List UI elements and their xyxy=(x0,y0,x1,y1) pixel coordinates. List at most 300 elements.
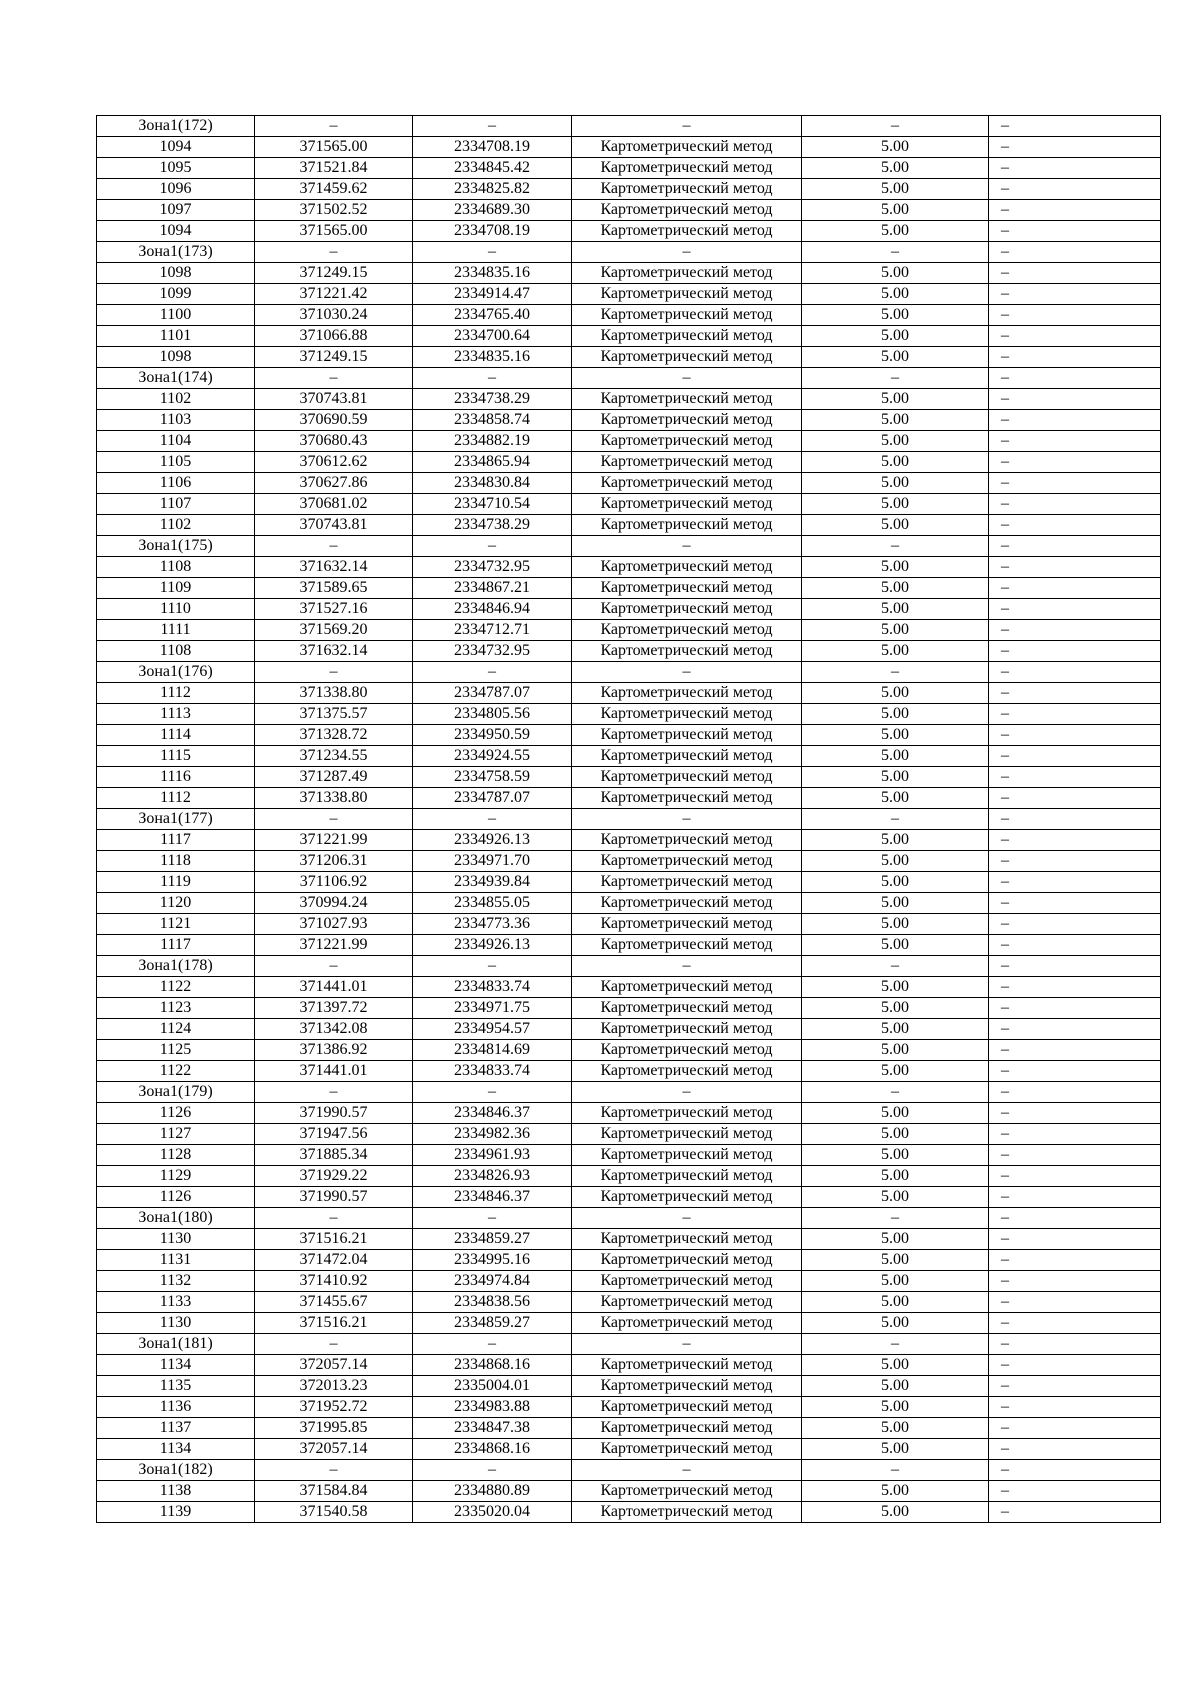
x-coordinate-cell: 370680.43 xyxy=(255,431,413,452)
method-cell: Картометрический метод xyxy=(572,620,802,641)
zone-name-cell: Зона1(181) xyxy=(97,1334,255,1355)
zone-header-row xyxy=(97,1334,1161,1355)
method-cell: Картометрический метод xyxy=(572,1481,802,1502)
point-number-cell: 1098 xyxy=(97,263,255,284)
y-coordinate-cell: 2334845.42 xyxy=(413,158,572,179)
zone-name-cell: Зона1(174) xyxy=(97,368,255,389)
description-cell: – xyxy=(989,347,1161,368)
method-cell: Картометрический метод xyxy=(572,1124,802,1145)
empty-cell: – xyxy=(802,1208,989,1229)
description-cell: – xyxy=(989,1019,1161,1040)
method-cell: Картометрический метод xyxy=(572,179,802,200)
description-cell: – xyxy=(989,851,1161,872)
description-cell: – xyxy=(989,284,1161,305)
table-row xyxy=(97,1166,1161,1187)
precision-cell: 5.00 xyxy=(802,137,989,158)
method-cell: Картометрический метод xyxy=(572,1418,802,1439)
description-cell: – xyxy=(989,1292,1161,1313)
precision-cell: 5.00 xyxy=(802,620,989,641)
empty-cell: – xyxy=(572,1208,802,1229)
precision-cell: 5.00 xyxy=(802,221,989,242)
x-coordinate-cell: 370994.24 xyxy=(255,893,413,914)
y-coordinate-cell: 2334855.05 xyxy=(413,893,572,914)
method-cell: Картометрический метод xyxy=(572,1397,802,1418)
x-coordinate-cell: 371632.14 xyxy=(255,641,413,662)
method-cell: Картометрический метод xyxy=(572,683,802,704)
precision-cell: 5.00 xyxy=(802,557,989,578)
description-cell: – xyxy=(989,1187,1161,1208)
empty-cell: – xyxy=(255,536,413,557)
method-cell: Картометрический метод xyxy=(572,158,802,179)
x-coordinate-cell: 371502.52 xyxy=(255,200,413,221)
description-cell: – xyxy=(989,1040,1161,1061)
y-coordinate-cell: 2334787.07 xyxy=(413,788,572,809)
precision-cell: 5.00 xyxy=(802,746,989,767)
description-cell: – xyxy=(989,473,1161,494)
y-coordinate-cell: 2334914.47 xyxy=(413,284,572,305)
method-cell: Картометрический метод xyxy=(572,599,802,620)
y-coordinate-cell: 2334847.38 xyxy=(413,1418,572,1439)
x-coordinate-cell: 371472.04 xyxy=(255,1250,413,1271)
y-coordinate-cell: 2334882.19 xyxy=(413,431,572,452)
zone-name-cell: Зона1(177) xyxy=(97,809,255,830)
x-coordinate-cell: 371990.57 xyxy=(255,1187,413,1208)
empty-cell: – xyxy=(989,1460,1161,1481)
point-number-cell: 1094 xyxy=(97,221,255,242)
empty-cell: – xyxy=(413,368,572,389)
point-number-cell: 1129 xyxy=(97,1166,255,1187)
method-cell: Картометрический метод xyxy=(572,389,802,410)
method-cell: Картометрический метод xyxy=(572,1376,802,1397)
point-number-cell: 1101 xyxy=(97,326,255,347)
y-coordinate-cell: 2334846.94 xyxy=(413,599,572,620)
zone-header-row xyxy=(97,956,1161,977)
description-cell: – xyxy=(989,893,1161,914)
point-number-cell: 1113 xyxy=(97,704,255,725)
y-coordinate-cell: 2334773.36 xyxy=(413,914,572,935)
y-coordinate-cell: 2334826.93 xyxy=(413,1166,572,1187)
y-coordinate-cell: 2334700.64 xyxy=(413,326,572,347)
point-number-cell: 1137 xyxy=(97,1418,255,1439)
method-cell: Картометрический метод xyxy=(572,410,802,431)
table-row xyxy=(97,1355,1161,1376)
x-coordinate-cell: 370627.86 xyxy=(255,473,413,494)
precision-cell: 5.00 xyxy=(802,872,989,893)
method-cell: Картометрический метод xyxy=(572,1187,802,1208)
table-row xyxy=(97,326,1161,347)
point-number-cell: 1132 xyxy=(97,1271,255,1292)
y-coordinate-cell: 2334865.94 xyxy=(413,452,572,473)
description-cell: – xyxy=(989,1103,1161,1124)
table-row xyxy=(97,158,1161,179)
description-cell: – xyxy=(989,1418,1161,1439)
description-cell: – xyxy=(989,767,1161,788)
table-row xyxy=(97,1313,1161,1334)
point-number-cell: 1118 xyxy=(97,851,255,872)
method-cell: Картометрический метод xyxy=(572,1271,802,1292)
table-row xyxy=(97,893,1161,914)
x-coordinate-cell: 371995.85 xyxy=(255,1418,413,1439)
point-number-cell: 1127 xyxy=(97,1124,255,1145)
precision-cell: 5.00 xyxy=(802,725,989,746)
y-coordinate-cell: 2334974.84 xyxy=(413,1271,572,1292)
empty-cell: – xyxy=(989,809,1161,830)
method-cell: Картометрический метод xyxy=(572,1145,802,1166)
empty-cell: – xyxy=(255,368,413,389)
method-cell: Картометрический метод xyxy=(572,641,802,662)
precision-cell: 5.00 xyxy=(802,179,989,200)
y-coordinate-cell: 2334982.36 xyxy=(413,1124,572,1145)
x-coordinate-cell: 371287.49 xyxy=(255,767,413,788)
point-number-cell: 1125 xyxy=(97,1040,255,1061)
method-cell: Картометрический метод xyxy=(572,326,802,347)
zone-name-cell: Зона1(179) xyxy=(97,1082,255,1103)
point-number-cell: 1135 xyxy=(97,1376,255,1397)
y-coordinate-cell: 2334858.74 xyxy=(413,410,572,431)
x-coordinate-cell: 371565.00 xyxy=(255,221,413,242)
precision-cell: 5.00 xyxy=(802,494,989,515)
point-number-cell: 1109 xyxy=(97,578,255,599)
table-row xyxy=(97,347,1161,368)
precision-cell: 5.00 xyxy=(802,851,989,872)
table-row xyxy=(97,557,1161,578)
precision-cell: 5.00 xyxy=(802,200,989,221)
x-coordinate-cell: 371234.55 xyxy=(255,746,413,767)
description-cell: – xyxy=(989,1250,1161,1271)
description-cell: – xyxy=(989,263,1161,284)
description-cell: – xyxy=(989,704,1161,725)
table-row xyxy=(97,1019,1161,1040)
table-row xyxy=(97,431,1161,452)
x-coordinate-cell: 371221.99 xyxy=(255,935,413,956)
table-row xyxy=(97,1145,1161,1166)
table-row xyxy=(97,137,1161,158)
table-row xyxy=(97,620,1161,641)
point-number-cell: 1106 xyxy=(97,473,255,494)
x-coordinate-cell: 371249.15 xyxy=(255,347,413,368)
method-cell: Картометрический метод xyxy=(572,284,802,305)
method-cell: Картометрический метод xyxy=(572,704,802,725)
empty-cell: – xyxy=(989,242,1161,263)
y-coordinate-cell: 2335004.01 xyxy=(413,1376,572,1397)
table-row xyxy=(97,1229,1161,1250)
method-cell: Картометрический метод xyxy=(572,1166,802,1187)
description-cell: – xyxy=(989,620,1161,641)
x-coordinate-cell: 371410.92 xyxy=(255,1271,413,1292)
method-cell: Картометрический метод xyxy=(572,431,802,452)
table-row xyxy=(97,1250,1161,1271)
empty-cell: – xyxy=(802,1334,989,1355)
zone-name-cell: Зона1(180) xyxy=(97,1208,255,1229)
point-number-cell: 1112 xyxy=(97,788,255,809)
method-cell: Картометрический метод xyxy=(572,851,802,872)
y-coordinate-cell: 2334758.59 xyxy=(413,767,572,788)
x-coordinate-cell: 371584.84 xyxy=(255,1481,413,1502)
point-number-cell: 1096 xyxy=(97,179,255,200)
description-cell: – xyxy=(989,1502,1161,1523)
description-cell: – xyxy=(989,1376,1161,1397)
precision-cell: 5.00 xyxy=(802,599,989,620)
coordinates-table xyxy=(96,115,1161,1523)
x-coordinate-cell: 371397.72 xyxy=(255,998,413,1019)
table-row xyxy=(97,1124,1161,1145)
x-coordinate-cell: 371947.56 xyxy=(255,1124,413,1145)
point-number-cell: 1130 xyxy=(97,1313,255,1334)
empty-cell: – xyxy=(989,368,1161,389)
point-number-cell: 1107 xyxy=(97,494,255,515)
method-cell: Картометрический метод xyxy=(572,746,802,767)
table-row xyxy=(97,389,1161,410)
zone-header-row xyxy=(97,1460,1161,1481)
table-row xyxy=(97,473,1161,494)
description-cell: – xyxy=(989,830,1161,851)
x-coordinate-cell: 370612.62 xyxy=(255,452,413,473)
x-coordinate-cell: 371342.08 xyxy=(255,1019,413,1040)
y-coordinate-cell: 2334950.59 xyxy=(413,725,572,746)
y-coordinate-cell: 2334689.30 xyxy=(413,200,572,221)
empty-cell: – xyxy=(572,662,802,683)
precision-cell: 5.00 xyxy=(802,1271,989,1292)
method-cell: Картометрический метод xyxy=(572,725,802,746)
x-coordinate-cell: 371249.15 xyxy=(255,263,413,284)
method-cell: Картометрический метод xyxy=(572,221,802,242)
y-coordinate-cell: 2334971.70 xyxy=(413,851,572,872)
point-number-cell: 1122 xyxy=(97,1061,255,1082)
empty-cell: – xyxy=(802,368,989,389)
empty-cell: – xyxy=(255,116,413,137)
y-coordinate-cell: 2334954.57 xyxy=(413,1019,572,1040)
precision-cell: 5.00 xyxy=(802,1061,989,1082)
zone-name-cell: Зона1(173) xyxy=(97,242,255,263)
description-cell: – xyxy=(989,683,1161,704)
precision-cell: 5.00 xyxy=(802,788,989,809)
table-row xyxy=(97,935,1161,956)
empty-cell: – xyxy=(255,1082,413,1103)
table-row xyxy=(97,452,1161,473)
y-coordinate-cell: 2334868.16 xyxy=(413,1355,572,1376)
x-coordinate-cell: 372057.14 xyxy=(255,1355,413,1376)
method-cell: Картометрический метод xyxy=(572,893,802,914)
precision-cell: 5.00 xyxy=(802,326,989,347)
x-coordinate-cell: 371929.22 xyxy=(255,1166,413,1187)
method-cell: Картометрический метод xyxy=(572,1313,802,1334)
method-cell: Картометрический метод xyxy=(572,830,802,851)
empty-cell: – xyxy=(413,536,572,557)
precision-cell: 5.00 xyxy=(802,935,989,956)
method-cell: Картометрический метод xyxy=(572,347,802,368)
point-number-cell: 1116 xyxy=(97,767,255,788)
description-cell: – xyxy=(989,872,1161,893)
x-coordinate-cell: 371521.84 xyxy=(255,158,413,179)
y-coordinate-cell: 2334830.84 xyxy=(413,473,572,494)
table-row xyxy=(97,641,1161,662)
empty-cell: – xyxy=(802,116,989,137)
y-coordinate-cell: 2335020.04 xyxy=(413,1502,572,1523)
point-number-cell: 1133 xyxy=(97,1292,255,1313)
description-cell: – xyxy=(989,1397,1161,1418)
table-row xyxy=(97,788,1161,809)
x-coordinate-cell: 371027.93 xyxy=(255,914,413,935)
point-number-cell: 1108 xyxy=(97,641,255,662)
y-coordinate-cell: 2334868.16 xyxy=(413,1439,572,1460)
point-number-cell: 1124 xyxy=(97,1019,255,1040)
point-number-cell: 1126 xyxy=(97,1103,255,1124)
table-row xyxy=(97,1418,1161,1439)
empty-cell: – xyxy=(413,116,572,137)
description-cell: – xyxy=(989,494,1161,515)
table-row xyxy=(97,725,1161,746)
zone-name-cell: Зона1(176) xyxy=(97,662,255,683)
description-cell: – xyxy=(989,599,1161,620)
empty-cell: – xyxy=(989,956,1161,977)
description-cell: – xyxy=(989,977,1161,998)
precision-cell: 5.00 xyxy=(802,1376,989,1397)
empty-cell: – xyxy=(255,242,413,263)
x-coordinate-cell: 371328.72 xyxy=(255,725,413,746)
y-coordinate-cell: 2334859.27 xyxy=(413,1229,572,1250)
empty-cell: – xyxy=(572,116,802,137)
description-cell: – xyxy=(989,158,1161,179)
empty-cell: – xyxy=(413,1082,572,1103)
empty-cell: – xyxy=(802,1460,989,1481)
description-cell: – xyxy=(989,452,1161,473)
point-number-cell: 1097 xyxy=(97,200,255,221)
x-coordinate-cell: 370681.02 xyxy=(255,494,413,515)
table-row xyxy=(97,578,1161,599)
empty-cell: – xyxy=(255,1460,413,1481)
x-coordinate-cell: 371459.62 xyxy=(255,179,413,200)
description-cell: – xyxy=(989,578,1161,599)
table-row xyxy=(97,515,1161,536)
table-row xyxy=(97,1397,1161,1418)
x-coordinate-cell: 371386.92 xyxy=(255,1040,413,1061)
empty-cell: – xyxy=(572,956,802,977)
method-cell: Картометрический метод xyxy=(572,515,802,536)
method-cell: Картометрический метод xyxy=(572,1061,802,1082)
x-coordinate-cell: 371221.99 xyxy=(255,830,413,851)
table-row xyxy=(97,872,1161,893)
zone-name-cell: Зона1(178) xyxy=(97,956,255,977)
table-row xyxy=(97,998,1161,1019)
y-coordinate-cell: 2334880.89 xyxy=(413,1481,572,1502)
point-number-cell: 1100 xyxy=(97,305,255,326)
point-number-cell: 1117 xyxy=(97,935,255,956)
empty-cell: – xyxy=(572,536,802,557)
table-row xyxy=(97,767,1161,788)
y-coordinate-cell: 2334939.84 xyxy=(413,872,572,893)
y-coordinate-cell: 2334833.74 xyxy=(413,1061,572,1082)
zone-header-row xyxy=(97,242,1161,263)
point-number-cell: 1094 xyxy=(97,137,255,158)
y-coordinate-cell: 2334926.13 xyxy=(413,935,572,956)
x-coordinate-cell: 372013.23 xyxy=(255,1376,413,1397)
method-cell: Картометрический метод xyxy=(572,557,802,578)
empty-cell: – xyxy=(989,116,1161,137)
zone-header-row xyxy=(97,1208,1161,1229)
table-row xyxy=(97,1439,1161,1460)
precision-cell: 5.00 xyxy=(802,1418,989,1439)
description-cell: – xyxy=(989,221,1161,242)
method-cell: Картометрический метод xyxy=(572,1019,802,1040)
point-number-cell: 1126 xyxy=(97,1187,255,1208)
x-coordinate-cell: 371589.65 xyxy=(255,578,413,599)
precision-cell: 5.00 xyxy=(802,305,989,326)
precision-cell: 5.00 xyxy=(802,998,989,1019)
x-coordinate-cell: 371516.21 xyxy=(255,1229,413,1250)
zone-header-row xyxy=(97,662,1161,683)
zone-header-row xyxy=(97,368,1161,389)
empty-cell: – xyxy=(255,1208,413,1229)
table-row xyxy=(97,179,1161,200)
description-cell: – xyxy=(989,1439,1161,1460)
table-row xyxy=(97,1187,1161,1208)
table-row xyxy=(97,1040,1161,1061)
y-coordinate-cell: 2334732.95 xyxy=(413,557,572,578)
empty-cell: – xyxy=(413,1460,572,1481)
x-coordinate-cell: 371569.20 xyxy=(255,620,413,641)
precision-cell: 5.00 xyxy=(802,515,989,536)
x-coordinate-cell: 371540.58 xyxy=(255,1502,413,1523)
method-cell: Картометрический метод xyxy=(572,1502,802,1523)
description-cell: – xyxy=(989,1313,1161,1334)
x-coordinate-cell: 371565.00 xyxy=(255,137,413,158)
empty-cell: – xyxy=(255,956,413,977)
table-row xyxy=(97,914,1161,935)
precision-cell: 5.00 xyxy=(802,1250,989,1271)
empty-cell: – xyxy=(413,1208,572,1229)
point-number-cell: 1112 xyxy=(97,683,255,704)
y-coordinate-cell: 2334833.74 xyxy=(413,977,572,998)
description-cell: – xyxy=(989,389,1161,410)
y-coordinate-cell: 2334838.56 xyxy=(413,1292,572,1313)
precision-cell: 5.00 xyxy=(802,704,989,725)
empty-cell: – xyxy=(802,242,989,263)
method-cell: Картометрический метод xyxy=(572,1103,802,1124)
table-row xyxy=(97,263,1161,284)
table-row xyxy=(97,1292,1161,1313)
empty-cell: – xyxy=(802,536,989,557)
empty-cell: – xyxy=(802,1082,989,1103)
precision-cell: 5.00 xyxy=(802,977,989,998)
x-coordinate-cell: 371441.01 xyxy=(255,977,413,998)
precision-cell: 5.00 xyxy=(802,1481,989,1502)
description-cell: – xyxy=(989,725,1161,746)
point-number-cell: 1102 xyxy=(97,389,255,410)
point-number-cell: 1119 xyxy=(97,872,255,893)
y-coordinate-cell: 2334924.55 xyxy=(413,746,572,767)
table-row xyxy=(97,1481,1161,1502)
point-number-cell: 1103 xyxy=(97,410,255,431)
table-body xyxy=(97,116,1161,1523)
description-cell: – xyxy=(989,515,1161,536)
table-row xyxy=(97,494,1161,515)
x-coordinate-cell: 371338.80 xyxy=(255,788,413,809)
precision-cell: 5.00 xyxy=(802,1103,989,1124)
empty-cell: – xyxy=(989,1082,1161,1103)
table-row xyxy=(97,305,1161,326)
empty-cell: – xyxy=(413,1334,572,1355)
x-coordinate-cell: 371206.31 xyxy=(255,851,413,872)
x-coordinate-cell: 371066.88 xyxy=(255,326,413,347)
zone-header-row xyxy=(97,1082,1161,1103)
y-coordinate-cell: 2334926.13 xyxy=(413,830,572,851)
description-cell: – xyxy=(989,998,1161,1019)
method-cell: Картометрический метод xyxy=(572,305,802,326)
empty-cell: – xyxy=(572,1334,802,1355)
empty-cell: – xyxy=(413,956,572,977)
y-coordinate-cell: 2334738.29 xyxy=(413,515,572,536)
precision-cell: 5.00 xyxy=(802,1313,989,1334)
